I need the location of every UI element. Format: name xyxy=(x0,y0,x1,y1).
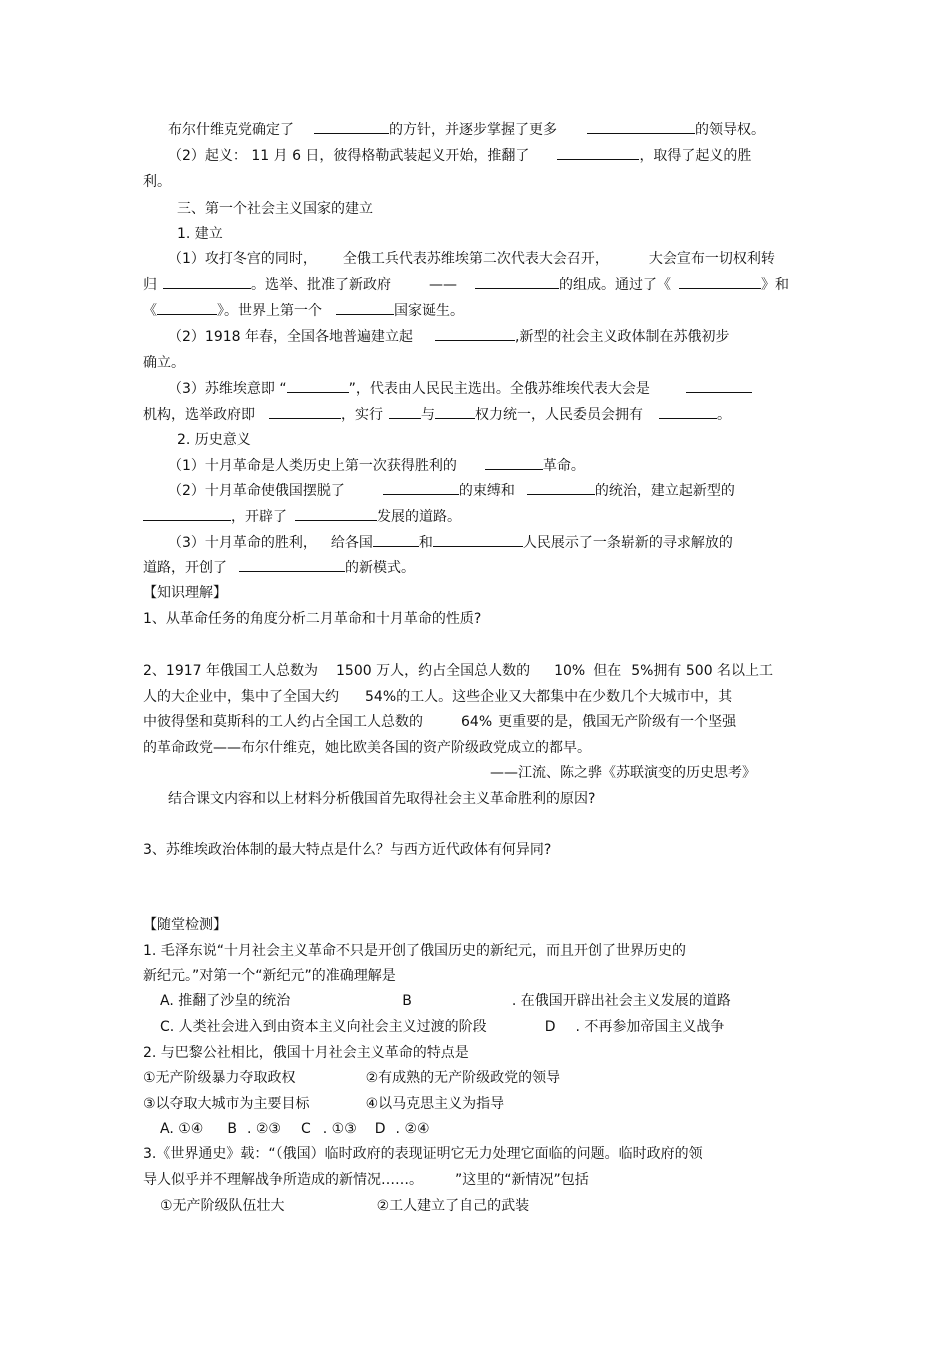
line-15 xyxy=(168,478,735,504)
text: 道路，开创了 xyxy=(143,560,227,576)
text: ①无产阶级暴力夺取政权 xyxy=(143,1070,296,1086)
option-c[interactable]: C. 人类社会进入到由资本主义向社会主义过渡的阶段 xyxy=(160,1019,487,1035)
text: （3）苏维埃意即 “ xyxy=(168,381,287,397)
text: ②工人建立了自己的武装 xyxy=(376,1198,530,1214)
quiz-2-items-12 xyxy=(143,1065,560,1091)
text: 》。世界上第一个 xyxy=(217,303,322,319)
text: ，开辟了 xyxy=(231,509,287,525)
blank xyxy=(475,272,559,289)
material-line-4: 的革命政党——布尔什维克，她比欧美各国的资产阶级政党成立的都早。 xyxy=(143,740,591,756)
blank xyxy=(435,402,475,419)
blank xyxy=(287,376,349,393)
blank xyxy=(389,402,421,419)
quiz-heading: 【随堂检测】 xyxy=(143,917,227,933)
text: 中彼得堡和莫斯科的工人约占全国工人总数的 xyxy=(143,714,423,730)
line-8 xyxy=(143,298,464,324)
question-3: 3、苏维埃政治体制的最大特点是什么？与西方近代政体有何异同? xyxy=(143,842,552,858)
quiz-3-line-2 xyxy=(143,1167,589,1193)
option-d-letter[interactable]: D xyxy=(374,1121,386,1137)
text: 机构，选举政府即 xyxy=(143,407,255,423)
text: 5%拥有 500 名以上工 xyxy=(631,663,774,679)
text: 10% xyxy=(554,663,586,679)
material-line-3 xyxy=(143,709,736,735)
option-d-letter[interactable]: D xyxy=(544,1019,556,1035)
text: 64% xyxy=(461,714,493,730)
question-1: 1、从革命任务的角度分析二月革命和十月革命的性质? xyxy=(143,611,482,627)
line-16 xyxy=(143,504,461,530)
text: ④以马克思主义为指导 xyxy=(365,1096,505,1112)
quiz-1-line-2: 新纪元。”对第一个“新纪元”的准确理解是 xyxy=(143,968,396,984)
quiz-2-options xyxy=(160,1116,430,1142)
sub-heading-significance: 2. 历史意义 xyxy=(177,432,251,448)
blank xyxy=(163,272,251,289)
option-b-letter[interactable]: B xyxy=(227,1121,237,1137)
material-line-2 xyxy=(143,684,732,710)
text: 的新模式。 xyxy=(345,560,415,576)
blank xyxy=(435,324,515,341)
text: （2）1918 年春，全国各地普遍建立起 xyxy=(168,329,413,345)
text: 布尔什维克党确定了 xyxy=(168,122,294,138)
material-source: ——江流、陈之骅《苏联演变的历史思考》 xyxy=(490,765,756,781)
text: ③以夺取大城市为主要目标 xyxy=(143,1096,310,1112)
text: ，取得了起义的胜 xyxy=(639,148,752,164)
blank xyxy=(433,530,523,547)
quiz-1-options-ab xyxy=(160,988,731,1014)
blank xyxy=(527,478,595,495)
sub-heading-establish: 1. 建立 xyxy=(177,226,223,242)
text: （1）攻打冬宫的同时， xyxy=(168,251,317,267)
text: 和 xyxy=(418,535,433,551)
text: （1）十月革命是人类历史上第一次获得胜利的 xyxy=(168,458,457,474)
text: （2）十月革命使俄国摆脱了 xyxy=(168,483,345,499)
blank xyxy=(143,504,231,521)
text: 的组成。通过了《 xyxy=(559,277,671,293)
text: 权力统一，人民委员会拥有 xyxy=(475,407,643,423)
line-17 xyxy=(168,530,733,556)
blank xyxy=(336,298,394,315)
quiz-3-line-1: 3.《世界通史》载：“（俄国）临时政府的表现证明它无力处理它面临的问题。临时政府的领 xyxy=(143,1146,703,1162)
line-7 xyxy=(143,272,789,298)
line-14 xyxy=(168,453,585,479)
option-d[interactable]: . ②④ xyxy=(395,1121,430,1137)
material-line-1 xyxy=(143,658,773,684)
blank xyxy=(383,478,459,495)
option-b-letter[interactable]: B xyxy=(402,993,412,1009)
option-a[interactable]: A. ①④ xyxy=(160,1121,204,1137)
text: 的领导权。 xyxy=(695,122,765,138)
blank xyxy=(157,298,217,315)
text: 给各国 xyxy=(330,535,373,551)
text: ,新型的社会主义政体制在苏俄初步 xyxy=(515,329,730,345)
text: （2）起义： 11 月 6 日，彼得格勒武装起义开始，推翻了 xyxy=(168,148,530,164)
text: （3）十月革命的胜利， xyxy=(168,535,317,551)
text: 发展的道路。 xyxy=(377,509,461,525)
text: 的方针，并逐步掌握了更多 xyxy=(389,122,557,138)
text: 人民展示了一条崭新的寻求解放的 xyxy=(522,535,733,551)
blank xyxy=(587,117,695,134)
blank xyxy=(239,555,345,572)
text: ②有成熟的无产阶级政党的领导 xyxy=(365,1070,561,1086)
text: 《 xyxy=(143,303,157,319)
blank xyxy=(659,402,717,419)
quiz-3-items xyxy=(160,1193,529,1219)
text: 更重要的是，俄国无产阶级有一个坚强 xyxy=(498,714,737,730)
option-c[interactable]: . ①③ xyxy=(322,1121,357,1137)
option-a[interactable]: A. 推翻了沙皇的统治 xyxy=(160,993,291,1009)
option-d[interactable]: . 不再参加帝国主义战争 xyxy=(575,1019,725,1035)
text: 但在 xyxy=(593,663,622,679)
line-10: 确立。 xyxy=(143,355,185,371)
line-9 xyxy=(168,324,729,350)
blank xyxy=(557,143,639,160)
blank xyxy=(373,530,419,547)
option-b[interactable]: . ②③ xyxy=(246,1121,281,1137)
quiz-2-stem: 2. 与巴黎公社相比，俄国十月社会主义革命的特点是 xyxy=(143,1045,469,1061)
text: 54%的工人。这些企业又大都集中在少数几个大城市中，其 xyxy=(365,689,733,705)
blank xyxy=(269,402,341,419)
option-c-letter[interactable]: C xyxy=(300,1121,311,1137)
text: 的统治，建立起新型的 xyxy=(594,483,735,499)
text: —— xyxy=(429,277,457,293)
text: 》和 xyxy=(761,277,789,293)
text: 革命。 xyxy=(542,458,585,474)
quiz-1-line-1: 1. 毛泽东说“十月社会主义革命不只是开创了俄国历史的新纪元，而且开创了世界历史的 xyxy=(143,943,687,959)
text: ”这里的“新情况”包括 xyxy=(455,1172,589,1188)
text: ，实行 xyxy=(341,407,383,423)
text: 国家诞生。 xyxy=(394,303,464,319)
text: 归 xyxy=(143,277,157,293)
text: ”，代表由人民民主选出。全俄苏维埃代表大会是 xyxy=(348,381,650,397)
line-3: 利。 xyxy=(143,174,171,190)
text: 。选举、批准了新政府 xyxy=(251,277,391,293)
line-11 xyxy=(168,376,752,402)
section-heading: 三、第一个社会主义国家的建立 xyxy=(177,201,373,217)
line-2 xyxy=(168,143,751,169)
text: 全俄工兵代表苏维埃第二次代表大会召开， xyxy=(342,251,609,267)
text: 1500 万人，约占全国总人数的 xyxy=(336,663,531,679)
line-18 xyxy=(143,555,415,581)
line-6 xyxy=(168,246,775,272)
text: 人的大企业中，集中了全国大约 xyxy=(143,689,339,705)
text: ①无产阶级队伍壮大 xyxy=(160,1198,285,1214)
blank xyxy=(686,376,752,393)
text: 2、1917 年俄国工人总数为 xyxy=(143,663,318,679)
text: 的束缚和 xyxy=(458,483,515,499)
knowledge-heading: 【知识理解】 xyxy=(143,585,227,601)
blank xyxy=(679,272,761,289)
text: 与 xyxy=(421,407,435,423)
blank xyxy=(314,117,389,134)
blank xyxy=(295,504,377,521)
text: 。 xyxy=(717,407,731,423)
line-1 xyxy=(168,117,765,143)
text: 导人似乎并不理解战争所造成的新情况……。 xyxy=(143,1172,423,1188)
text: 大会宣布一切权利转 xyxy=(648,251,775,267)
option-b[interactable]: . 在俄国开辟出社会主义发展的道路 xyxy=(511,993,731,1009)
quiz-2-items-34 xyxy=(143,1091,504,1117)
quiz-1-options-cd xyxy=(160,1014,724,1040)
blank xyxy=(485,453,543,470)
question-2-prompt: 结合课文内容和以上材料分析俄国首先取得社会主义革命胜利的原因? xyxy=(168,791,596,807)
line-12 xyxy=(143,402,731,428)
